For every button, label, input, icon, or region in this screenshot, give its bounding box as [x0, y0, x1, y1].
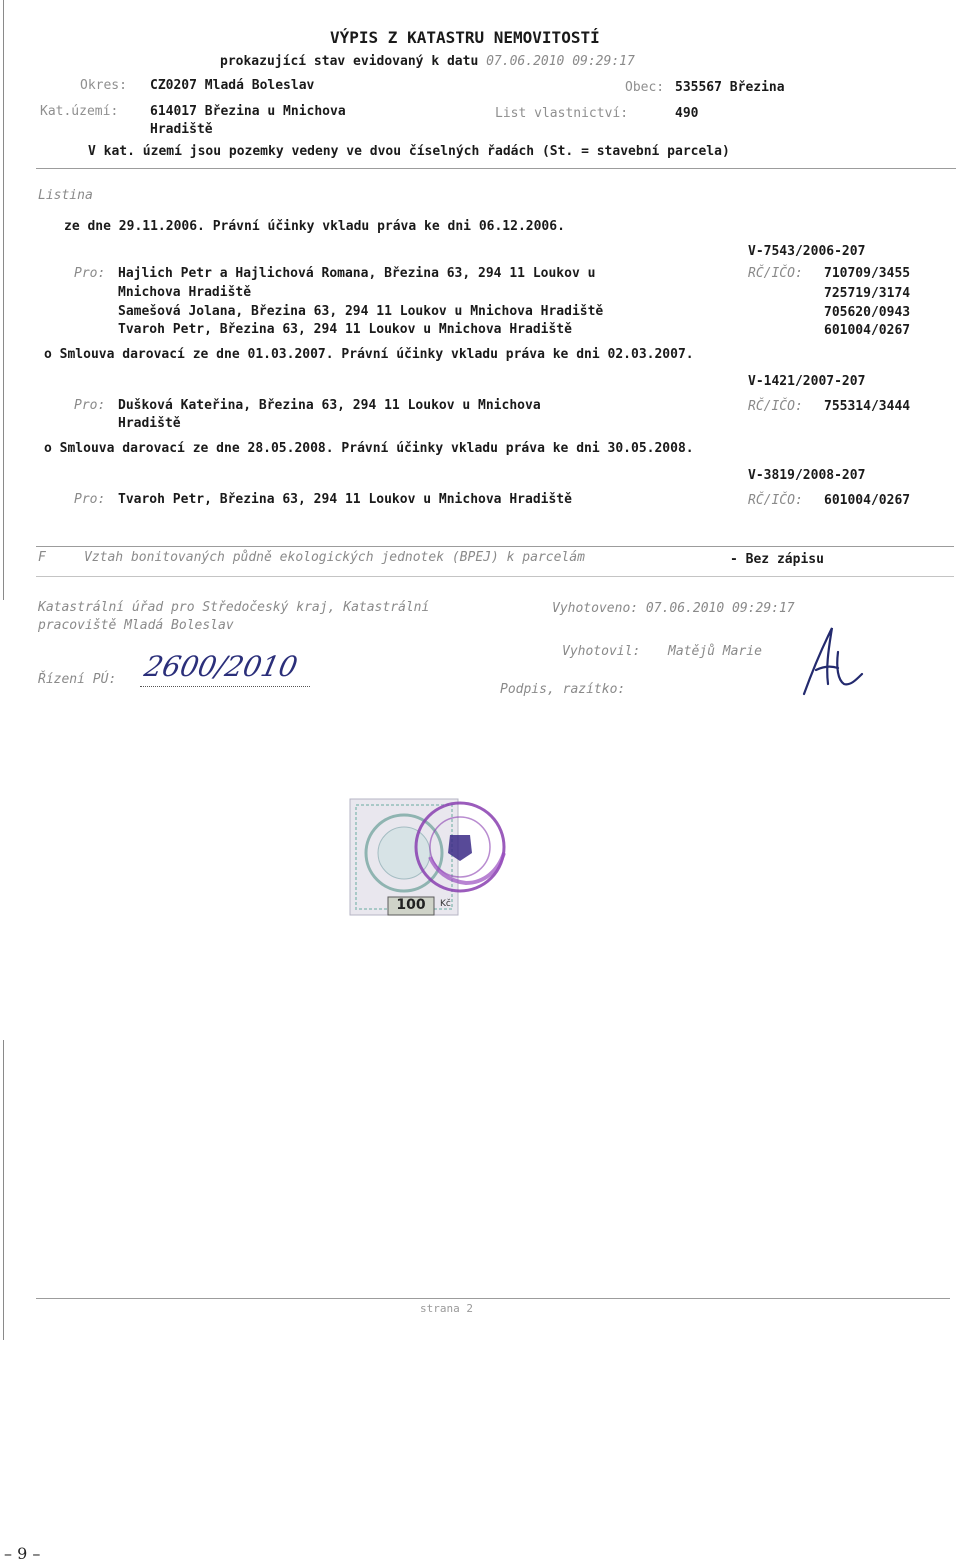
entry2-pro-label: Pro: — [74, 398, 106, 413]
entry1-line: ze dne 29.11.2006. Právní účinky vkladu práva ke dni 06.12.2006. — [64, 219, 565, 234]
stamp-value: 100 — [396, 897, 426, 913]
divider-f-top — [36, 546, 954, 547]
entry2-person-2: Hradiště — [118, 416, 181, 431]
obec-value: 535567 Březina — [675, 80, 785, 95]
entry2-line: o Smlouva darovací ze dne 01.03.2007. Právní účinky vkladu práva ke dni 02.03.2007. — [44, 347, 694, 362]
entry1-person-2: Mnichova Hradiště — [118, 285, 252, 300]
section-f-value: - Bez zápisu — [730, 552, 824, 567]
section-f-letter: F — [38, 550, 46, 565]
okres-value: CZ0207 Mladá Boleslav — [150, 78, 315, 93]
divider-top — [36, 168, 956, 169]
entry3-line: o Smlouva darovací ze dne 28.05.2008. Právní účinky vkladu práva ke dni 30.05.2008. — [44, 441, 694, 456]
entry1-person-4: Tvaroh Petr, Březina 63, 294 11 Loukov u Mnichova Hradiště — [118, 322, 572, 337]
lv-value: 490 — [675, 106, 699, 121]
entry1-pro-label: Pro: — [74, 266, 106, 281]
scan-edge-line — [3, 0, 4, 600]
katuzemi-label: Kat.území: — [40, 104, 119, 119]
entry2-person-1: Dušková Kateřina, Březina 63, 294 11 Loukov u Mnichova — [118, 398, 541, 413]
section-f-text: Vztah bonitovaných půdně ekologických jednotek (BPEJ) k parcelám — [84, 550, 585, 565]
vyhotovil-label: Vyhotovil: — [562, 644, 641, 659]
entry2-rc-label: RČ/IČO: — [748, 399, 803, 414]
rizeni-value-handwritten: 2600/2010 — [141, 650, 301, 683]
entry1-person-1: Hajlich Petr a Hajlichová Romana, Březina 63, 294 11 Loukov u — [118, 266, 596, 281]
vyhotoveno: Vyhotoveno: 07.06.2010 09:29:17 — [552, 601, 795, 616]
document-title: VÝPIS Z KATASTRU NEMOVITOSTÍ — [330, 28, 600, 47]
katuzemi-value-1: 614017 Březina u Mnichova — [150, 104, 346, 119]
entry3-person: Tvaroh Petr, Březina 63, 294 11 Loukov u Mnichova Hradiště — [118, 492, 572, 507]
entry1-ref: V-7543/2006-207 — [748, 244, 866, 259]
entry3-ref: V-3819/2008-207 — [748, 468, 866, 483]
scan-edge-line-lower — [3, 1040, 4, 1340]
listina-heading: Listina — [38, 188, 93, 203]
stamp-currency: Kč — [440, 899, 451, 909]
entry3-rc-label: RČ/IČO: — [748, 493, 803, 508]
entry1-rc-4: 601004/0267 — [824, 323, 911, 338]
entry1-rc-3: 705620/0943 — [824, 305, 911, 320]
subtitle-datetime: 07.06.2010 09:29:17 — [486, 54, 635, 69]
divider-bottom — [36, 1298, 950, 1299]
subtitle — [220, 54, 635, 69]
entry3-pro-label: Pro: — [74, 492, 106, 507]
okres-label: Okres: — [80, 78, 127, 93]
divider-f-bottom — [36, 576, 954, 577]
signature-icon — [798, 622, 868, 698]
page-label: strana 2 — [420, 1302, 473, 1315]
obec-label: Obec: — [625, 80, 665, 95]
parcel-note: V kat. území jsou pozemky vedeny ve dvou číselných řadách (St. = stavební parcela) — [88, 144, 730, 159]
entry1-rc-2: 725719/3174 — [824, 286, 911, 301]
katuzemi-value-2: Hradiště — [150, 122, 213, 137]
page-number: – 9 – — [4, 1544, 41, 1563]
subtitle-prefix: prokazující stav evidovaný k datu — [220, 54, 479, 69]
entry1-person-3: Samešová Jolana, Březina 63, 294 11 Loukov u Mnichova Hradiště — [118, 304, 604, 319]
entry1-rc-1: 710709/3455 — [824, 266, 911, 281]
entry3-rc: 601004/0267 — [824, 493, 911, 508]
stamp-area — [348, 795, 513, 920]
office-line-2: pracoviště Mladá Boleslav — [38, 618, 234, 633]
podpis-label: Podpis, razítko: — [500, 682, 626, 697]
entry2-rc: 755314/3444 — [824, 399, 911, 414]
entry1-rc-label: RČ/IČO: — [748, 266, 803, 281]
rizeni-label: Řízení PÚ: — [38, 672, 117, 687]
vyhotovil-value: Matějů Marie — [668, 644, 762, 659]
lv-label: List vlastnictví: — [495, 106, 629, 121]
office-line-1: Katastrální úřad pro Středočeský kraj, Katastrální — [38, 600, 430, 615]
entry2-ref: V-1421/2007-207 — [748, 374, 866, 389]
